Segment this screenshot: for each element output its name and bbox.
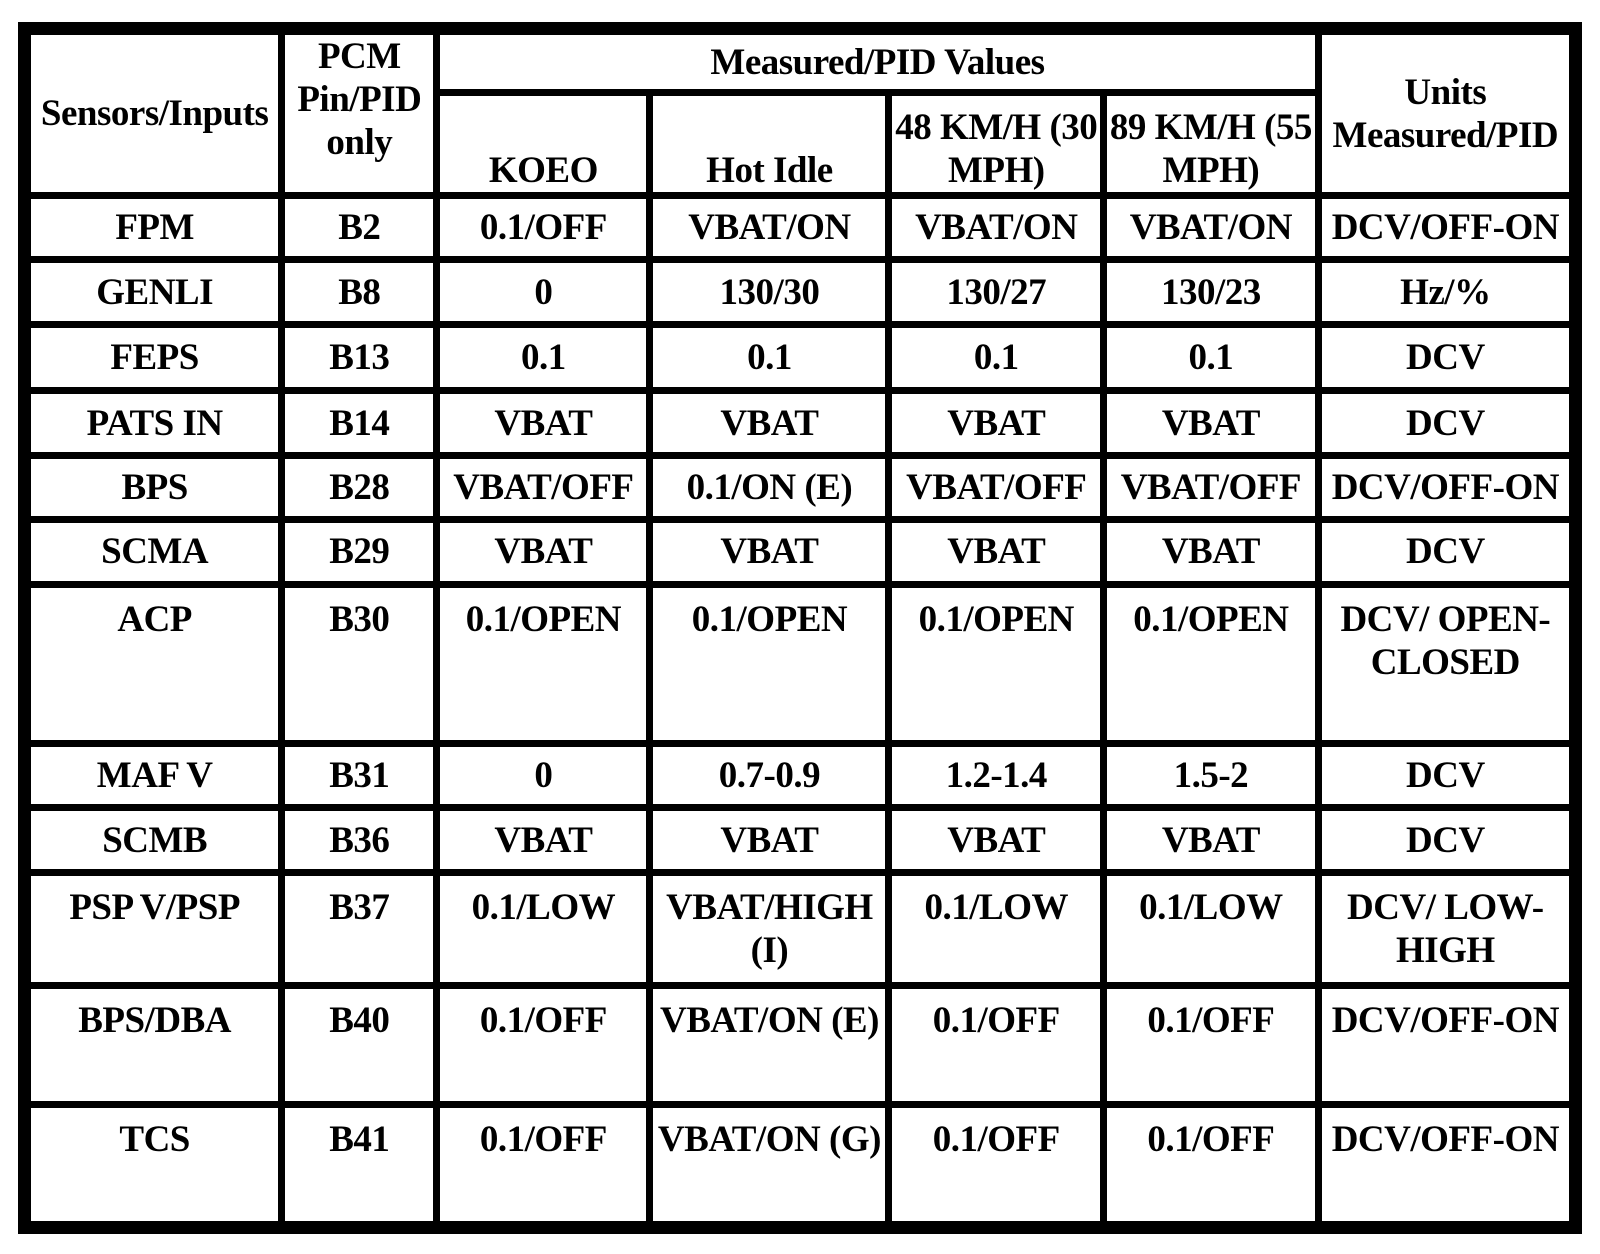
cell-pcm-pin: B28: [285, 459, 433, 516]
cell-pcm-pin: B41: [285, 1108, 433, 1221]
cell-sensor: TCS: [31, 1108, 278, 1221]
cell-units: Hz/%: [1322, 263, 1569, 320]
cell-89-kmh: VBAT/ON: [1107, 199, 1315, 256]
table-row: [31, 199, 1569, 256]
cell-units: DCV/OFF-ON: [1322, 459, 1569, 516]
cell-89-kmh: 0.1/OFF: [1107, 989, 1315, 1102]
cell-sensor: FPM: [31, 199, 278, 256]
header-koeo: KOEO: [440, 96, 646, 192]
cell-48-kmh: VBAT: [892, 811, 1100, 868]
cell-sensor: SCMA: [31, 523, 278, 580]
cell-48-kmh: 130/27: [892, 263, 1100, 320]
cell-koeo: VBAT: [440, 523, 646, 580]
cell-hot-idle: 0.1: [653, 328, 885, 388]
cell-89-kmh: VBAT: [1107, 394, 1315, 451]
cell-units: DCV: [1322, 328, 1569, 388]
cell-units: DCV/ LOW- HIGH: [1322, 876, 1569, 982]
cell-48-kmh: 1.2-1.4: [892, 747, 1100, 804]
cell-89-kmh: VBAT: [1107, 811, 1315, 868]
table-row: [31, 876, 1569, 982]
cell-koeo: 0.1: [440, 328, 646, 388]
cell-48-kmh: VBAT/OFF: [892, 459, 1100, 516]
cell-units: DCV: [1322, 394, 1569, 451]
pid-values-table-frame: [18, 22, 1582, 1234]
table-row: [31, 1108, 1569, 1221]
cell-89-kmh: VBAT: [1107, 523, 1315, 580]
cell-sensor: BPS: [31, 459, 278, 516]
pid-values-table: [24, 28, 1576, 1228]
cell-pcm-pin: B40: [285, 989, 433, 1102]
header-sensors-inputs: Sensors/Inputs: [31, 35, 278, 192]
cell-sensor: SCMB: [31, 811, 278, 868]
cell-48-kmh: VBAT: [892, 394, 1100, 451]
cell-pcm-pin: B37: [285, 876, 433, 982]
table-row: [31, 263, 1569, 320]
cell-pcm-pin: B31: [285, 747, 433, 804]
cell-pcm-pin: B36: [285, 811, 433, 868]
table-row: [31, 747, 1569, 804]
cell-hot-idle: 0.1/ON (E): [653, 459, 885, 516]
cell-89-kmh: 130/23: [1107, 263, 1315, 320]
cell-89-kmh: 0.1/OFF: [1107, 1108, 1315, 1221]
cell-pcm-pin: B14: [285, 394, 433, 451]
cell-pcm-pin: B8: [285, 263, 433, 320]
cell-units: DCV/OFF-ON: [1322, 199, 1569, 256]
cell-koeo: 0.1/LOW: [440, 876, 646, 982]
cell-48-kmh: 0.1/OPEN: [892, 588, 1100, 740]
cell-hot-idle: VBAT/ON (E): [653, 989, 885, 1102]
header-pcm-pin-pid: PCM Pin/PID only: [285, 35, 433, 192]
header-measured-pid-values: Measured/PID Values: [440, 35, 1314, 89]
cell-koeo: VBAT: [440, 811, 646, 868]
table-row: [31, 989, 1569, 1102]
table-row: [31, 328, 1569, 388]
cell-koeo: 0.1/OPEN: [440, 588, 646, 740]
cell-units: DCV/ OPEN- CLOSED: [1322, 588, 1569, 740]
header-units-measured-pid: Units Measured/PID: [1322, 35, 1569, 192]
cell-89-kmh: 0.1/LOW: [1107, 876, 1315, 982]
cell-89-kmh: 0.1/OPEN: [1107, 588, 1315, 740]
cell-48-kmh: 0.1/OFF: [892, 1108, 1100, 1221]
cell-sensor: PATS IN: [31, 394, 278, 451]
cell-hot-idle: VBAT/ON: [653, 199, 885, 256]
cell-pcm-pin: B29: [285, 523, 433, 580]
cell-48-kmh: VBAT: [892, 523, 1100, 580]
table-row: [31, 588, 1569, 740]
cell-hot-idle: 0.7-0.9: [653, 747, 885, 804]
cell-48-kmh: 0.1/OFF: [892, 989, 1100, 1102]
header-48-kmh: 48 KM/H (30 MPH): [892, 96, 1100, 192]
cell-koeo: 0: [440, 263, 646, 320]
table-row: [31, 811, 1569, 868]
cell-hot-idle: VBAT: [653, 811, 885, 868]
cell-hot-idle: VBAT/HIGH (I): [653, 876, 885, 982]
cell-koeo: 0.1/OFF: [440, 1108, 646, 1221]
cell-koeo: 0.1/OFF: [440, 989, 646, 1102]
cell-48-kmh: VBAT/ON: [892, 199, 1100, 256]
cell-units: DCV/OFF-ON: [1322, 989, 1569, 1102]
table-row: [31, 394, 1569, 451]
cell-hot-idle: 0.1/OPEN: [653, 588, 885, 740]
cell-sensor: FEPS: [31, 328, 278, 388]
cell-koeo: 0: [440, 747, 646, 804]
cell-units: DCV: [1322, 747, 1569, 804]
cell-hot-idle: VBAT: [653, 394, 885, 451]
cell-units: DCV: [1322, 523, 1569, 580]
table-body: [31, 199, 1569, 1221]
cell-hot-idle: VBAT/ON (G): [653, 1108, 885, 1221]
header-hot-idle: Hot Idle: [653, 96, 885, 192]
cell-koeo: 0.1/OFF: [440, 199, 646, 256]
cell-hot-idle: VBAT: [653, 523, 885, 580]
cell-89-kmh: 1.5-2: [1107, 747, 1315, 804]
cell-48-kmh: 0.1: [892, 328, 1100, 388]
header-89-kmh: 89 KM/H (55 MPH): [1107, 96, 1315, 192]
cell-hot-idle: 130/30: [653, 263, 885, 320]
cell-koeo: VBAT/OFF: [440, 459, 646, 516]
table-row: [31, 459, 1569, 516]
cell-sensor: ACP: [31, 588, 278, 740]
cell-pcm-pin: B2: [285, 199, 433, 256]
cell-units: DCV: [1322, 811, 1569, 868]
cell-sensor: PSP V/PSP: [31, 876, 278, 982]
cell-sensor: GENLI: [31, 263, 278, 320]
cell-units: DCV/OFF-ON: [1322, 1108, 1569, 1221]
table-row: [31, 523, 1569, 580]
cell-pcm-pin: B30: [285, 588, 433, 740]
cell-89-kmh: VBAT/OFF: [1107, 459, 1315, 516]
cell-pcm-pin: B13: [285, 328, 433, 388]
cell-sensor: MAF V: [31, 747, 278, 804]
cell-koeo: VBAT: [440, 394, 646, 451]
cell-sensor: BPS/DBA: [31, 989, 278, 1102]
cell-89-kmh: 0.1: [1107, 328, 1315, 388]
cell-48-kmh: 0.1/LOW: [892, 876, 1100, 982]
